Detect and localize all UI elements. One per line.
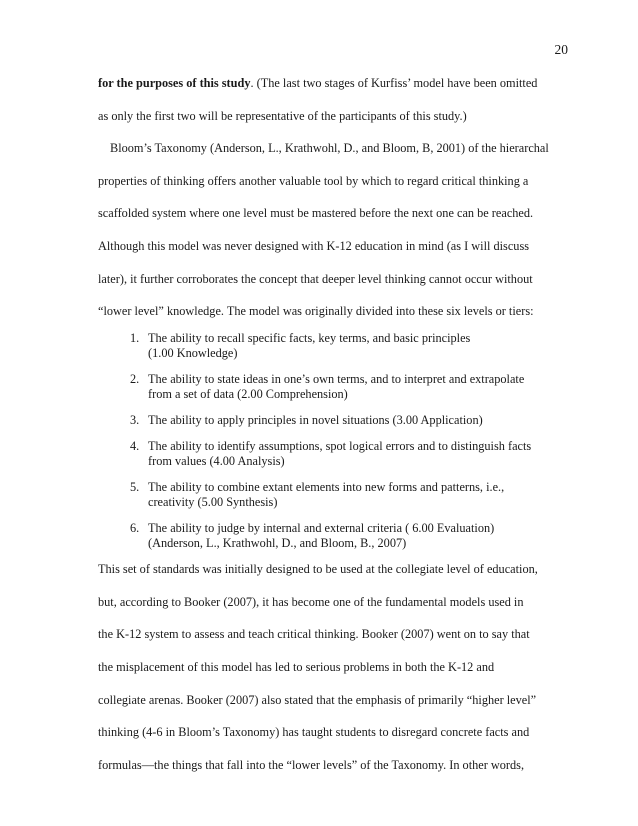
para2-line: the K-12 system to assess and teach critical thinking. Booker (2007) went on to say that [98,627,530,642]
para1-line: “lower level” knowledge. The model was originally divided into these six levels or tiers: [98,304,534,319]
list-number: 3. [130,413,140,428]
list-item [98,521,568,551]
intro-line-1-rest: . (The last two stages of Kurfiss’ model have been omitted [250,76,538,90]
list-item [98,372,568,402]
body-text [98,76,568,773]
para2-line: collegiate arenas. Booker (2007) also stated that the emphasis of primarily “higher level” [98,692,537,707]
para2-line: the misplacement of this model has led to serious problems in both the K-12 and [98,659,495,674]
para2-line: thinking (4-6 in Bloom’s Taxonomy) has taught students to disregard concrete facts and [98,725,530,740]
page-number: 20 [554,42,568,57]
list-number: 5. [130,480,140,495]
bold-lead: for the purposes of this study [98,76,251,90]
list-number: 1. [130,331,140,346]
list-text: The ability to recall specific facts, key terms, and basic principles (1.00 Knowledge) [148,331,471,361]
para1-line: properties of thinking offers another valuable tool by which to regard critical thinking a [98,173,529,188]
list-text: The ability to state ideas in one’s own terms, and to interpret and extrapolate from a set of data (2.00 Comprehension) [148,372,525,402]
para1-line: Bloom’s Taxonomy (Anderson, L., Krathwohl, D., and Bloom, B, 2001) of the hierarchal [110,141,549,156]
list-text: The ability to combine extant elements into new forms and patterns, i.e., creativity (5.00 Synthesis) [148,480,505,510]
list-text: The ability to apply principles in novel situations (3.00 Application) [148,413,483,428]
list-number: 6. [130,521,140,536]
para1-line: Although this model was never designed with K-12 education in mind (as I will discuss [98,238,530,253]
list-number: 4. [130,439,140,454]
para1-line: scaffolded system where one level must be mastered before the next one can be reached. [98,206,534,221]
list-item [98,439,568,469]
para2-line: formulas—the things that fall into the “lower levels” of the Taxonomy. In other words, [98,757,525,772]
intro-line-1 [98,76,568,91]
para2-line: This set of standards was initially designed to be used at the collegiate level of education, [98,562,538,577]
para1-line: later), it further corroborates the concept that deeper level thinking cannot occur without [98,271,533,286]
intro-line-2: as only the first two will be representative of the participants of this study.) [98,108,467,123]
list-item [98,331,568,361]
list-item [98,480,568,510]
numbered-list [98,331,568,551]
para2-line: but, according to Booker (2007), it has become one of the fundamental models used in [98,594,524,609]
list-number: 2. [130,372,140,387]
list-text: The ability to identify assumptions, spot logical errors and to distinguish facts from values (4.00 Analysis) [148,439,532,469]
list-text: The ability to judge by internal and external criteria ( 6.00 Evaluation) (Anderson, L., Krathwohl, D., and Bloom, B., 2007) [148,521,495,551]
list-item [98,413,568,428]
